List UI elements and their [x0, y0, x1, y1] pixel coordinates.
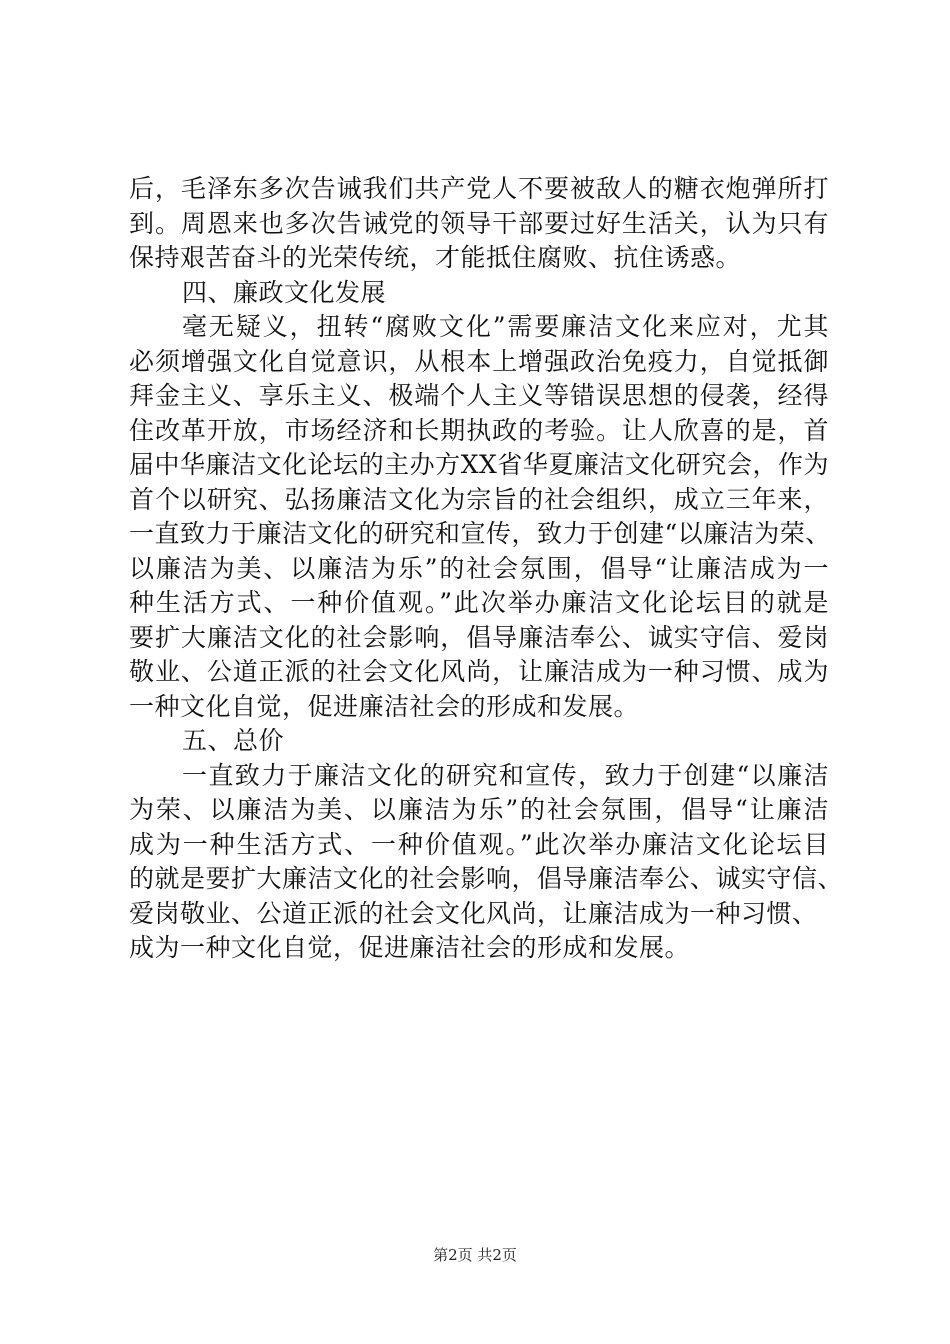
body-line: 一直致力于廉洁文化的研究和宣传，致力于创建“以廉洁 — [182, 760, 829, 790]
body-line: 要扩大廉洁文化的社会影响，倡导廉洁奉公、诚实守信、爱岗 — [129, 622, 829, 652]
body-line: 为荣、以廉洁为美、以廉洁为乐”的社会氛围，倡导“让廉洁 — [129, 795, 829, 824]
body-line: 届中华廉洁文化论坛的主办方XX省华夏廉洁文化研究会，作为 — [129, 450, 829, 479]
body-line: 首个以研究、弘扬廉洁文化为宗旨的社会组织，成立三年来， — [129, 484, 829, 514]
body-line: 后，毛泽东多次告诫我们共产党人不要被敌人的糖衣炮弹所打 — [129, 174, 829, 203]
section-heading-5: 五、总价 — [182, 726, 285, 755]
body-line: 保持艰苦奋斗的光荣传统，才能抵住腐败、抗住诱惑。 — [129, 243, 742, 272]
body-line: 的就是要扩大廉洁文化的社会影响，倡导廉洁奉公、诚实守信、 — [129, 864, 844, 893]
body-line: 敬业、公道正派的社会文化风尚，让廉洁成为一种习惯、成为 — [129, 657, 829, 686]
document-body — [129, 172, 844, 966]
body-line: 住改革开放，市场经济和长期执政的考验。让人欣喜的是，首 — [129, 415, 829, 445]
page-footer: 第2页 共2页 — [433, 1246, 517, 1264]
section-heading-4: 四、廉政文化发展 — [182, 277, 387, 307]
body-line: 拜金主义、享乐主义、极端个人主义等错误思想的侵袭，经得 — [129, 381, 829, 410]
body-line: 成为一种生活方式、一种价值观。”此次举办廉洁文化论坛目 — [129, 829, 829, 859]
body-line: 一种文化自觉，促进廉洁社会的形成和发展。 — [129, 691, 640, 721]
body-line: 到。周恩来也多次告诫党的领导干部要过好生活关，认为只有 — [129, 208, 829, 238]
body-line: 成为一种文化自觉，促进廉洁社会的形成和发展。 — [129, 933, 691, 962]
body-line: 一直致力于廉洁文化的研究和宣传，致力于创建“以廉洁为荣、 — [129, 519, 831, 548]
body-line: 爱岗敬业、公道正派的社会文化风尚，让廉洁成为一种习惯、 — [129, 898, 818, 928]
body-line: 必须增强文化自觉意识，从根本上增强政治免疫力，自觉抵御 — [129, 346, 829, 376]
body-line: 毫无疑义，扭转“腐败文化”需要廉洁文化来应对，尤其 — [182, 312, 829, 341]
body-line: 以廉洁为美、以廉洁为乐”的社会氛围，倡导“让廉洁成为一 — [129, 553, 829, 583]
body-line: 种生活方式、一种价值观。”此次举办廉洁文化论坛目的就是 — [129, 588, 829, 617]
